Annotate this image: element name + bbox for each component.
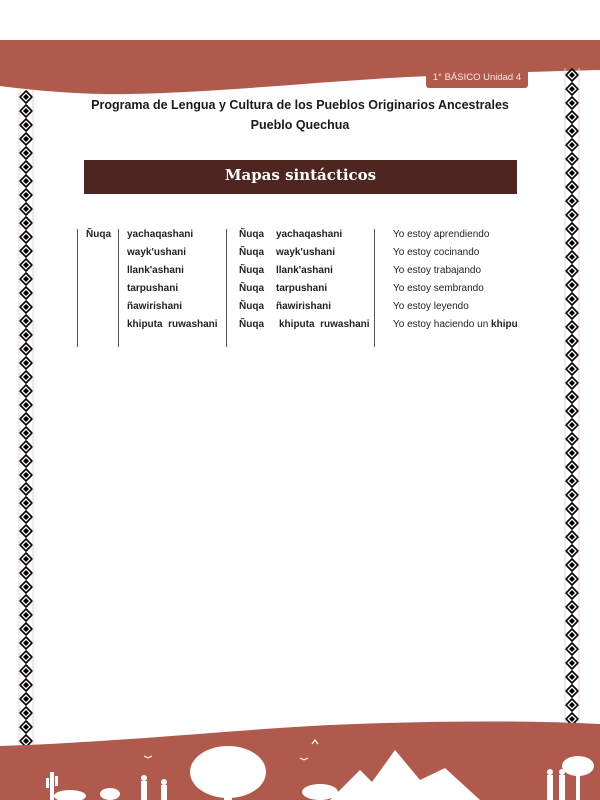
verb-cell: khiputa ruwashani xyxy=(127,319,218,330)
verb-cell: wayk'ushani xyxy=(127,247,187,258)
sentence-subject: Ñuqa xyxy=(239,265,264,276)
subject-cell: Ñuqa xyxy=(86,229,111,240)
sentence-translation: Yo estoy cocinando xyxy=(393,247,480,258)
sentence-subject: Ñuqa xyxy=(239,247,264,258)
bottom-landscape-band xyxy=(0,680,600,800)
verb-cell: ñawirishani xyxy=(127,301,183,312)
translation-text: Yo estoy haciendo un xyxy=(393,319,489,330)
sentence-translation: Yo estoy trabajando xyxy=(393,265,482,276)
divider-line xyxy=(118,229,119,347)
sentence-subject: Ñuqa xyxy=(239,301,264,312)
verb-cell: yachaqashani xyxy=(127,229,194,240)
verb-cell: llank'ashani xyxy=(127,265,184,276)
sentence-verb: wayk'ushani xyxy=(276,247,336,258)
program-title: Programa de Lengua y Cultura de los Pueblos Originarios Ancestrales xyxy=(91,98,509,112)
sentence-translation: Yo estoy sembrando xyxy=(393,283,484,294)
sentence-subject: Ñuqa xyxy=(239,283,264,294)
divider-line xyxy=(226,229,227,347)
divider-line xyxy=(77,229,78,347)
people-title: Pueblo Quechua xyxy=(250,118,350,132)
sentence-verb: llank'ashani xyxy=(276,265,333,276)
sentence-subject: Ñuqa xyxy=(239,229,264,240)
right-woven-border-decoration xyxy=(564,68,580,728)
sentence-translation: Yo estoy leyendo xyxy=(393,301,469,312)
unit-badge: 1° BÁSICO Unidad 4 xyxy=(426,68,528,88)
section-title-bar: Mapas sintácticos xyxy=(84,160,517,194)
divider-line xyxy=(374,229,375,347)
sentence-verb: tarpushani xyxy=(276,283,328,294)
verb-cell: tarpushani xyxy=(127,283,179,294)
sentence-translation xyxy=(393,319,518,330)
sentence-verb: ñawirishani xyxy=(276,301,332,312)
translation-bold-word: khipu xyxy=(491,319,518,330)
sentence-translation: Yo estoy aprendiendo xyxy=(393,229,490,240)
sentence-subject: Ñuqa xyxy=(239,319,264,330)
left-woven-border-decoration xyxy=(18,90,34,770)
sentence-verb: yachaqashani xyxy=(276,229,343,240)
sentence-verb: khiputa ruwashani xyxy=(279,319,370,330)
